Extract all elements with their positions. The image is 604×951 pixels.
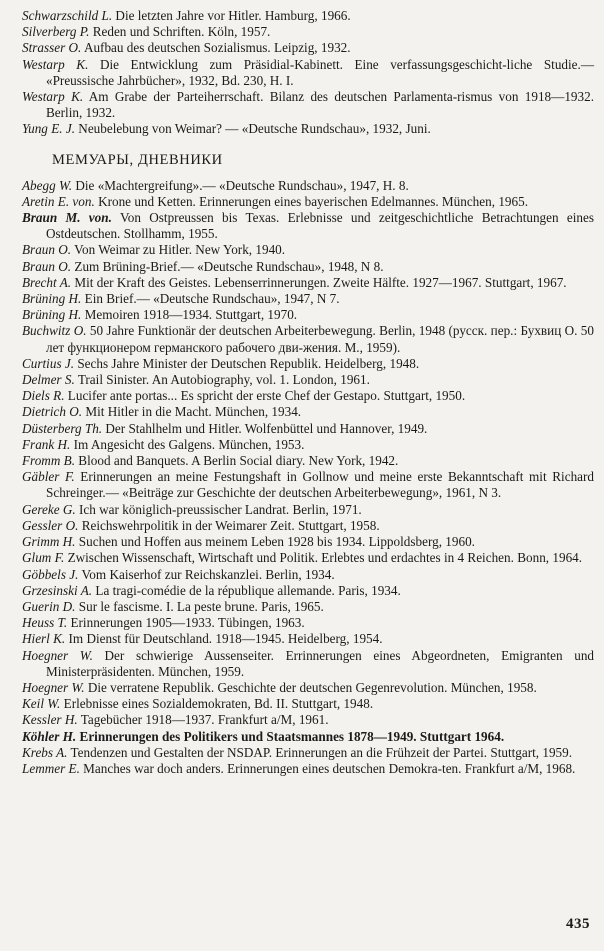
entry-author: Dietrich O. [22, 404, 83, 420]
entry-author: Hoegner W. [22, 679, 85, 695]
entry-text: Von Weimar zu Hitler. New York, 1940. [74, 242, 286, 258]
entry-author: Grzesinski A. [22, 582, 93, 598]
entry-text: Memoiren 1918—1934. Stuttgart, 1970. [84, 307, 298, 323]
entry-text: Krone und Ketten. Erinnerungen eines bayerischen Edelmannes. München, 1965. [98, 193, 528, 209]
entry-text: Die «Machtergreifung».— «Deutsche Rundschau», 1947, H. 8. [75, 177, 409, 193]
entry-text: Am Grabe der Parteiherrschaft. Bilanz des deutschen Parlamenta-rismus von 1918—1932. Berlin, 1932. [46, 89, 594, 121]
entry-text: Die verratene Republik. Geschichte der deutschen Gegenrevolution. München, 1958. [87, 679, 537, 695]
bibliography-entry [22, 648, 594, 680]
entry-text: Manches war doch anders. Erinnerungen eines deutschen Demokra-ten. Frankfurt a/M, 1968. [83, 760, 576, 776]
bibliography-entry [22, 404, 594, 420]
entry-text: Mit der Kraft des Geistes. Lebenserrinnerungen. Zweite Hälfte. 1927—1967. Stuttgart, 1967. [74, 274, 567, 290]
bibliography-entry [22, 307, 594, 323]
bibliography-entry [22, 615, 594, 631]
entry-author: Heuss T. [22, 615, 68, 631]
entry-text: Blood and Banquets. A Berlin Social diary. New York, 1942. [78, 453, 399, 469]
bibliography-entry [22, 729, 594, 745]
entry-text: Der schwierige Aussenseiter. Errinnerungen eines Abgeordneten, Emigranten und Ministerpräsidenten. München, 1959. [46, 647, 595, 679]
entry-author: Frank H. [22, 436, 71, 452]
entry-text: Sur le fascisme. I. La peste brune. Paris, 1965. [78, 598, 324, 614]
entry-text: Von Ostpreussen bis Texas. Erlebnisse und zeitgeschichtliche Betrachtungen eines Ostdeutschen. Stollhamm, 1955. [46, 210, 594, 242]
entry-author: Brüning H. [22, 307, 82, 323]
entry-author: Gessler O. [22, 517, 79, 533]
bibliography-entry [22, 599, 594, 615]
bibliography-entry [22, 761, 594, 777]
entry-text: Aufbau des deutschen Sozialismus. Leipzig, 1932. [83, 40, 351, 56]
bibliography-entry [22, 40, 594, 56]
entry-text: Die Entwicklung zum Präsidial-Kabinett. Eine verfassungsgeschicht-liche Studie.— «Preussische Jahrbücher», 1932, Bd. 230, H. I. [46, 56, 595, 88]
bibliography-entry [22, 323, 594, 355]
entry-author: Silverberg P. [22, 24, 90, 40]
bibliography-entry [22, 372, 594, 388]
entry-author: Westarp K. [22, 89, 84, 105]
bibliography-entry [22, 518, 594, 534]
entry-author: Curtius J. [22, 355, 75, 371]
entry-text: Die letzten Jahre vor Hitler. Hamburg, 1966. [115, 8, 351, 23]
bibliography-entry [22, 388, 594, 404]
entry-text: Tagebücher 1918—1937. Frankfurt a/M, 1961. [80, 712, 329, 728]
entry-author: Abegg W. [22, 177, 73, 193]
entry-author: Westarp K. [22, 56, 89, 72]
entry-author: Schwarzschild L. [22, 8, 113, 23]
bibliography-entry [22, 583, 594, 599]
bibliography-entry [22, 194, 594, 210]
entry-author: Diels R. [22, 388, 65, 404]
entry-text: Erinnerungen des Politikers und Staatsmannes 1878—1949. Stuttgart 1964. [79, 728, 505, 744]
bibliography-entry [22, 437, 594, 453]
entry-text: Reden und Schriften. Köln, 1957. [92, 24, 271, 40]
bibliography-entry [22, 8, 594, 24]
entry-author: Kessler H. [22, 712, 78, 728]
entry-text: Ein Brief.— «Deutsche Rundschau», 1947, N 7. [84, 291, 340, 307]
entry-text: Mit Hitler in die Macht. München, 1934. [85, 404, 302, 420]
entry-text: Reichswehrpolitik in der Weimarer Zeit. Stuttgart, 1958. [81, 517, 380, 533]
entry-author: Guerin D. [22, 598, 76, 614]
entry-text: Im Dienst für Deutschland. 1918—1945. Heidelberg, 1954. [68, 631, 383, 647]
bibliography-entry [22, 469, 594, 501]
entry-text: Ich war königlich-preussischer Landrat. Berlin, 1971. [79, 501, 362, 517]
bibliography-entry [22, 567, 594, 583]
entry-text: Neubelebung von Weimar? — «Deutsche Rundschau», 1932, Juni. [78, 121, 431, 137]
entry-author: Aretin E. von. [22, 193, 95, 209]
entry-author: Buchwitz O. [22, 323, 87, 339]
bibliography-entry [22, 712, 594, 728]
entry-author: Lemmer E. [22, 760, 80, 776]
entry-author: Krebs A. [22, 744, 68, 760]
entry-text: Trail Sinister. An Autobiography, vol. 1. London, 1961. [77, 372, 370, 388]
entry-author: Keil W. [22, 696, 61, 712]
entry-author: Brüning H. [22, 291, 82, 307]
bibliography-entry [22, 550, 594, 566]
bibliography-column [22, 8, 594, 777]
bibliography-entry [22, 745, 594, 761]
entry-author: Gereke G. [22, 501, 76, 517]
entry-author: Braun M. von. [22, 210, 112, 226]
entry-text: La tragi-comédie de la république allemande. Paris, 1934. [95, 582, 401, 598]
bibliography-entry [22, 242, 594, 258]
bibliography-entry [22, 178, 594, 194]
bibliography-entry [22, 356, 594, 372]
bibliography-entry [22, 696, 594, 712]
entry-author: Köhler H. [22, 728, 77, 744]
entry-text: Zum Brüning-Brief.— «Deutsche Rundschau», 1948, N 8. [74, 258, 384, 274]
bibliography-entry [22, 121, 594, 137]
bibliography-entry [22, 502, 594, 518]
entry-text: 50 Jahre Funktionär der deutschen Arbeiterbewegung. Berlin, 1948 (русск. пер.: Бухвиц О. 50 лет функционером германского рабочего дви-жения. М., 1959). [46, 323, 594, 355]
entry-author: Fromm B. [22, 453, 75, 469]
entry-author: Grimm H. [22, 534, 76, 550]
entry-author: Göbbels J. [22, 566, 79, 582]
bibliography-entry [22, 534, 594, 550]
entry-text: Der Stahlhelm und Hitler. Wolfenbüttel und Hannover, 1949. [105, 420, 428, 436]
bibliography-entry [22, 210, 594, 242]
bibliography-entry [22, 453, 594, 469]
bibliography-entry [22, 57, 594, 89]
bibliography-entry [22, 89, 594, 121]
entry-text: Vom Kaiserhof zur Reichskanzlei. Berlin, 1934. [81, 566, 335, 582]
entry-author: Braun O. [22, 242, 72, 258]
entry-text: Suchen und Hoffen aus meinem Leben 1928 bis 1934. Lippoldsberg, 1960. [78, 534, 475, 550]
section-heading: МЕМУАРЫ, ДНЕВНИКИ [52, 151, 223, 168]
entry-text: Sechs Jahre Minister der Deutschen Republik. Heidelberg, 1948. [77, 355, 420, 371]
entry-author: Glum F. [22, 550, 65, 566]
entry-author: Delmer S. [22, 372, 75, 388]
entry-author: Strasser O. [22, 40, 82, 56]
entry-text: Erlebnisse eines Sozialdemokraten, Bd. II. Stuttgart, 1948. [63, 696, 374, 712]
entry-author: Braun O. [22, 258, 72, 274]
bibliography-entry [22, 291, 594, 307]
entry-text: Lucifer ante portas... Es spricht der erste Chef der Gestapo. Stuttgart, 1950. [67, 388, 466, 404]
entry-text: Tendenzen und Gestalten der NSDAP. Erinnerungen an die Frühzeit der Partei. Stuttgart, 1959. [70, 744, 573, 760]
bibliography-entry [22, 259, 594, 275]
entry-text: Zwischen Wissenschaft, Wirtschaft und Politik. Erlebtes und erdachtes in 4 Reichen. Bonn, 1964. [67, 550, 583, 566]
bibliography-entry [22, 24, 594, 40]
bibliography-entry [22, 421, 594, 437]
bibliography-entry [22, 680, 594, 696]
entry-author: Düsterberg Th. [22, 420, 103, 436]
entry-author: Brecht A. [22, 274, 72, 290]
entry-author: Yung E. J. [22, 121, 75, 137]
entry-author: Hierl K. [22, 631, 66, 647]
entry-text: Im Angesicht des Galgens. München, 1953. [73, 436, 305, 452]
entry-text: Erinnerungen an meine Festungshaft in Gollnow und meine erste Bekanntschaft mit Richard Schreinger.— «Beiträge zur Geschichte der deutschen Arbeiterbewegung», 1961, N 3. [46, 469, 595, 501]
entry-text: Erinnerungen 1905—1933. Tübingen, 1963. [70, 615, 305, 631]
bibliography-entry [22, 631, 594, 647]
bibliography-entry [22, 275, 594, 291]
entry-author: Hoegner W. [22, 647, 93, 663]
page-number: 435 [566, 916, 590, 932]
entry-author: Gäbler F. [22, 469, 75, 485]
